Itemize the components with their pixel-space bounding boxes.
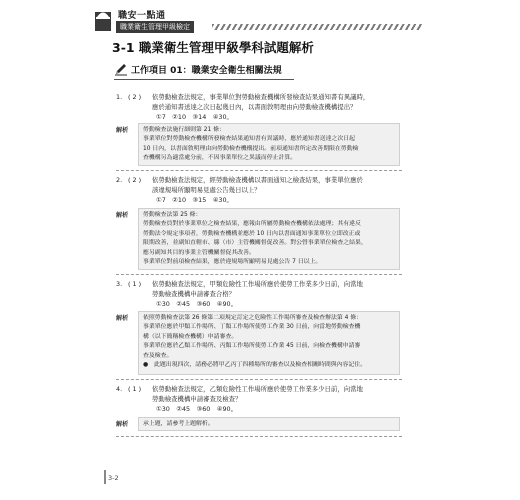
header-stripe-decoration [212, 24, 422, 30]
explanation-line: 承上題，請參考上題解析。 [143, 421, 214, 427]
explanation-line: 事業單位應於乙類工作場所、丙類工作場所使勞工作業 45 日前，向檢查機構申請審 [143, 343, 361, 350]
question-text-cont: 勞動檢查機構申請審查合格？ [152, 290, 236, 298]
explanation-label: 解析 [116, 127, 129, 134]
question-text-cont: 應於通知書送達之次日起幾日內，以書面敘明理由向勞動檢查機構提出？ [152, 103, 357, 111]
explanation-box [138, 208, 400, 270]
dashed-divider [116, 274, 402, 275]
answer-options: ①30 ②45 ③60 ④90。 [156, 300, 238, 308]
explanation-box [138, 417, 400, 431]
helmet-logo-icon [94, 6, 112, 32]
heading-underline [114, 79, 294, 80]
pencil-icon [114, 62, 128, 76]
question-text: 依勞動檢查法規定，經勞動檢查機構以書面通知之檢查結果，事業單位應於 [152, 176, 363, 184]
question-number: 4. [116, 385, 123, 393]
question-1 [116, 92, 369, 122]
question-text: 依勞動檢查法規定，事業單位對勞動檢查機構所發檢查結果通知書有異議時， [152, 93, 370, 101]
explanation-line: 應另副知其目的事業主管機關督促其改善。 [143, 249, 255, 256]
explanation-line: 事業單位對勞動檢查機構所發檢查結果通知書有異議時，應於通知書送達之次日起 [143, 136, 356, 143]
question-number: 2. [116, 176, 123, 184]
question-text-cont: 該違規場所顯明易見處公告幾日以上？ [152, 186, 261, 194]
explanation-line: 依照勞動檢查法第 26 條第二項規定訂定之危險性工作場所審查及檢查辦法第 4 條： [143, 315, 363, 321]
question-text: 依勞動檢查法規定，乙類危險性工作場所應於使勞工作業多少日前，向當地 [152, 385, 363, 393]
explanation-line: 限期改善，並副知直轄市、縣（市）主管機關督促改善。對公營事業單位檢查之結果， [143, 240, 367, 247]
answer-key: ( 1 ) [128, 280, 142, 288]
explanation-box [138, 311, 400, 375]
question-3 [116, 279, 363, 309]
explanation-note: ● 此題出現四次，請務必將甲乙丙丁四種場所的審查以及檢查相關時間與內容記住。 [143, 362, 367, 369]
dashed-divider [116, 436, 402, 437]
explanation-line: 10 日內，以書面敘明理由向勞動檢查機構提出。前項通知書所定改善期限在勞動檢 [143, 145, 359, 152]
dashed-divider [116, 379, 402, 380]
brand-name: 職安一點通 [118, 11, 166, 21]
page-number: 3-2 [108, 474, 119, 482]
footer-bar [104, 470, 106, 484]
answer-options: ①30 ②45 ③60 ④90。 [156, 405, 238, 413]
question-4 [116, 384, 363, 414]
explanation-line: 勞動檢查法第 25 條： [143, 212, 202, 218]
explanation-line: 查及檢查。 [143, 352, 173, 359]
explanation-line: 構（以下簡稱檢查機構）申請審查。 [143, 333, 238, 340]
explanation-line: 勞動檢查員對於事業單位之檢查結果，應報由所屬勞動檢查機構依法處理；其有違反 [143, 221, 361, 228]
explanation-line: 事業單位對前項檢查結果，應於違規場所顯明易見處公告 7 日以上。 [143, 259, 322, 266]
header-subtitle: 職業衛生管理甲級檢定 [116, 21, 194, 33]
work-item-title: 工作項目 01：職業安全衛生相關法規 [131, 66, 282, 76]
section-title: 3-1 職業衛生管理甲級學科試題解析 [112, 40, 314, 55]
question-text-cont: 勞動檢查機構申請審查及檢查？ [152, 395, 242, 403]
answer-key: ( 2 ) [128, 176, 142, 184]
dashed-divider [116, 170, 402, 171]
answer-options: ①7 ②10 ③14 ④30。 [156, 113, 233, 121]
explanation-box [138, 123, 400, 166]
explanation-label: 解析 [116, 421, 129, 428]
page-header [94, 6, 424, 32]
question-number: 1. [116, 93, 123, 101]
explanation-line: 查機構另為適當處分前，不因事業單位之異議而停止計算。 [143, 155, 297, 162]
explanation-label: 解析 [116, 315, 129, 322]
explanation-label: 解析 [116, 212, 129, 219]
question-text: 依勞動檢查法規定，甲類危險性工作場所應於使勞工作業多少日前，向當地 [152, 280, 363, 288]
explanation-line: 事業單位應於甲類工作場所、丁類工作場所使勞工作業 30 日前，向當地勞動檢查機 [143, 324, 361, 331]
explanation-line: 勞動法令規定事項者，勞動檢查機構並應於 10 日內以書面通知事業單位立即改正或 [143, 230, 361, 237]
explanation-line: 勞動檢查法施行細則第 21 條： [143, 127, 225, 133]
answer-options: ①7 ②10 ③15 ④30。 [156, 196, 233, 204]
answer-key: ( 2 ) [128, 93, 142, 101]
question-2 [116, 175, 363, 205]
answer-key: ( 1 ) [128, 385, 142, 393]
question-number: 3. [116, 280, 123, 288]
